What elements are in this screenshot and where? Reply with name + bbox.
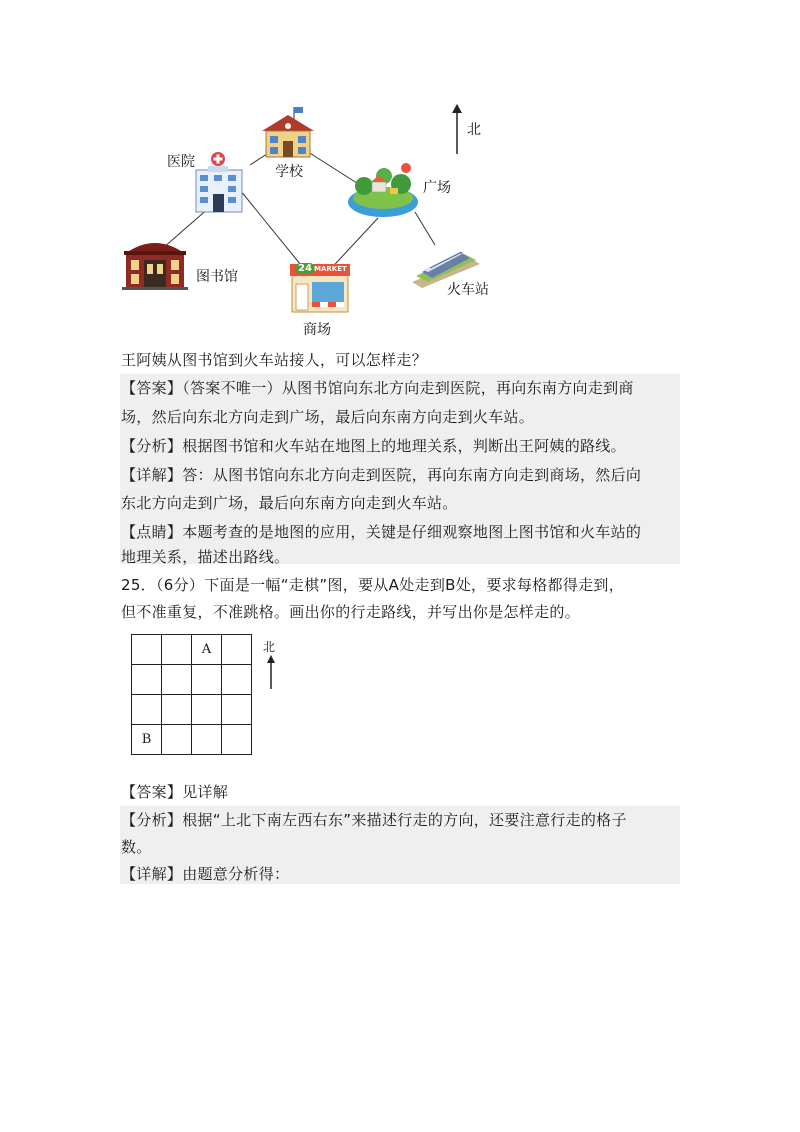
grid-row — [132, 665, 252, 695]
q24-question: 王阿姨从图书馆到火车站接人，可以怎样走？ — [121, 351, 428, 369]
library-icon — [122, 233, 188, 295]
q25-question-line-1: 25．（6分）下面是一幅“走棋”图，要从A处走到B处，要求每格都得走到， — [121, 576, 625, 594]
grid-cell — [162, 665, 192, 695]
market-sign-number: 24 — [295, 263, 315, 274]
q25-answer: 【答案】见详解 — [121, 783, 229, 801]
grid-cell: B — [132, 725, 162, 755]
grid-cell: A — [192, 635, 222, 665]
q24-comment-line-2: 地理关系，描述出路线。 — [121, 548, 290, 566]
grid-row — [132, 725, 252, 755]
q25-analysis-line-2: 数。 — [121, 838, 152, 856]
grid-cell — [132, 695, 162, 725]
q24-answer-line-1: 【答案】（答案不唯一）从图书馆向东北方向走到医院，再向东南方向走到商 — [121, 379, 634, 397]
q24-analysis: 【分析】根据图书馆和火车站在地图上的地理关系，判断出王阿姨的路线。 — [121, 437, 626, 455]
grid-cell — [132, 665, 162, 695]
grid-cell — [162, 635, 192, 665]
grid-cell — [162, 695, 192, 725]
market-icon — [288, 260, 352, 318]
grid-cell — [192, 695, 222, 725]
library-label: 图书馆 — [196, 269, 238, 285]
hospital-label: 医院 — [167, 154, 195, 170]
hospital-icon — [194, 150, 244, 219]
school-label: 学校 — [275, 164, 303, 180]
market-label: 商场 — [303, 322, 331, 338]
grid-cell — [192, 665, 222, 695]
square-icon — [346, 158, 420, 224]
q25-detail: 【详解】由题意分析得： — [121, 865, 290, 883]
grid-cell — [192, 725, 222, 755]
grid-cell — [162, 725, 192, 755]
grid-north-label: 北 — [263, 640, 276, 654]
q25-question-line-2: 但不准重复，不准跳格。画出你的行走路线，并写出你是怎样走的。 — [121, 603, 581, 621]
map-illustration — [110, 100, 510, 345]
chess-grid — [131, 634, 252, 755]
station-label: 火车站 — [447, 282, 489, 298]
north-label: 北 — [467, 122, 481, 138]
grid-row — [132, 695, 252, 725]
q24-detail-line-2: 东北方向走到广场，最后向东南方向走到火车站。 — [121, 494, 458, 512]
grid-cell — [132, 635, 162, 665]
market-sign-word: MARKET — [314, 265, 347, 273]
square-label: 广场 — [423, 180, 451, 196]
q24-comment-line-1: 【点睛】本题考查的是地图的应用，关键是仔细观察地图上图书馆和火车站的 — [121, 523, 642, 541]
q24-answer-line-2: 场，然后向东北方向走到广场，最后向东南方向走到火车站。 — [121, 408, 535, 426]
grid-cell — [222, 665, 252, 695]
grid-row — [132, 635, 252, 665]
q24-detail-line-1: 【详解】答：从图书馆向东北方向走到医院，再向东南方向走到商场，然后向 — [121, 466, 642, 484]
grid-cell — [222, 695, 252, 725]
north-arrow-icon — [451, 104, 463, 158]
grid-north-arrow-icon — [266, 655, 276, 693]
school-icon — [258, 105, 318, 164]
grid-cell — [222, 635, 252, 665]
grid-cell — [222, 725, 252, 755]
q25-analysis-line-1: 【分析】根据“上北下南左西右东”来描述行走的方向，还要注意行走的格子 — [121, 811, 627, 829]
